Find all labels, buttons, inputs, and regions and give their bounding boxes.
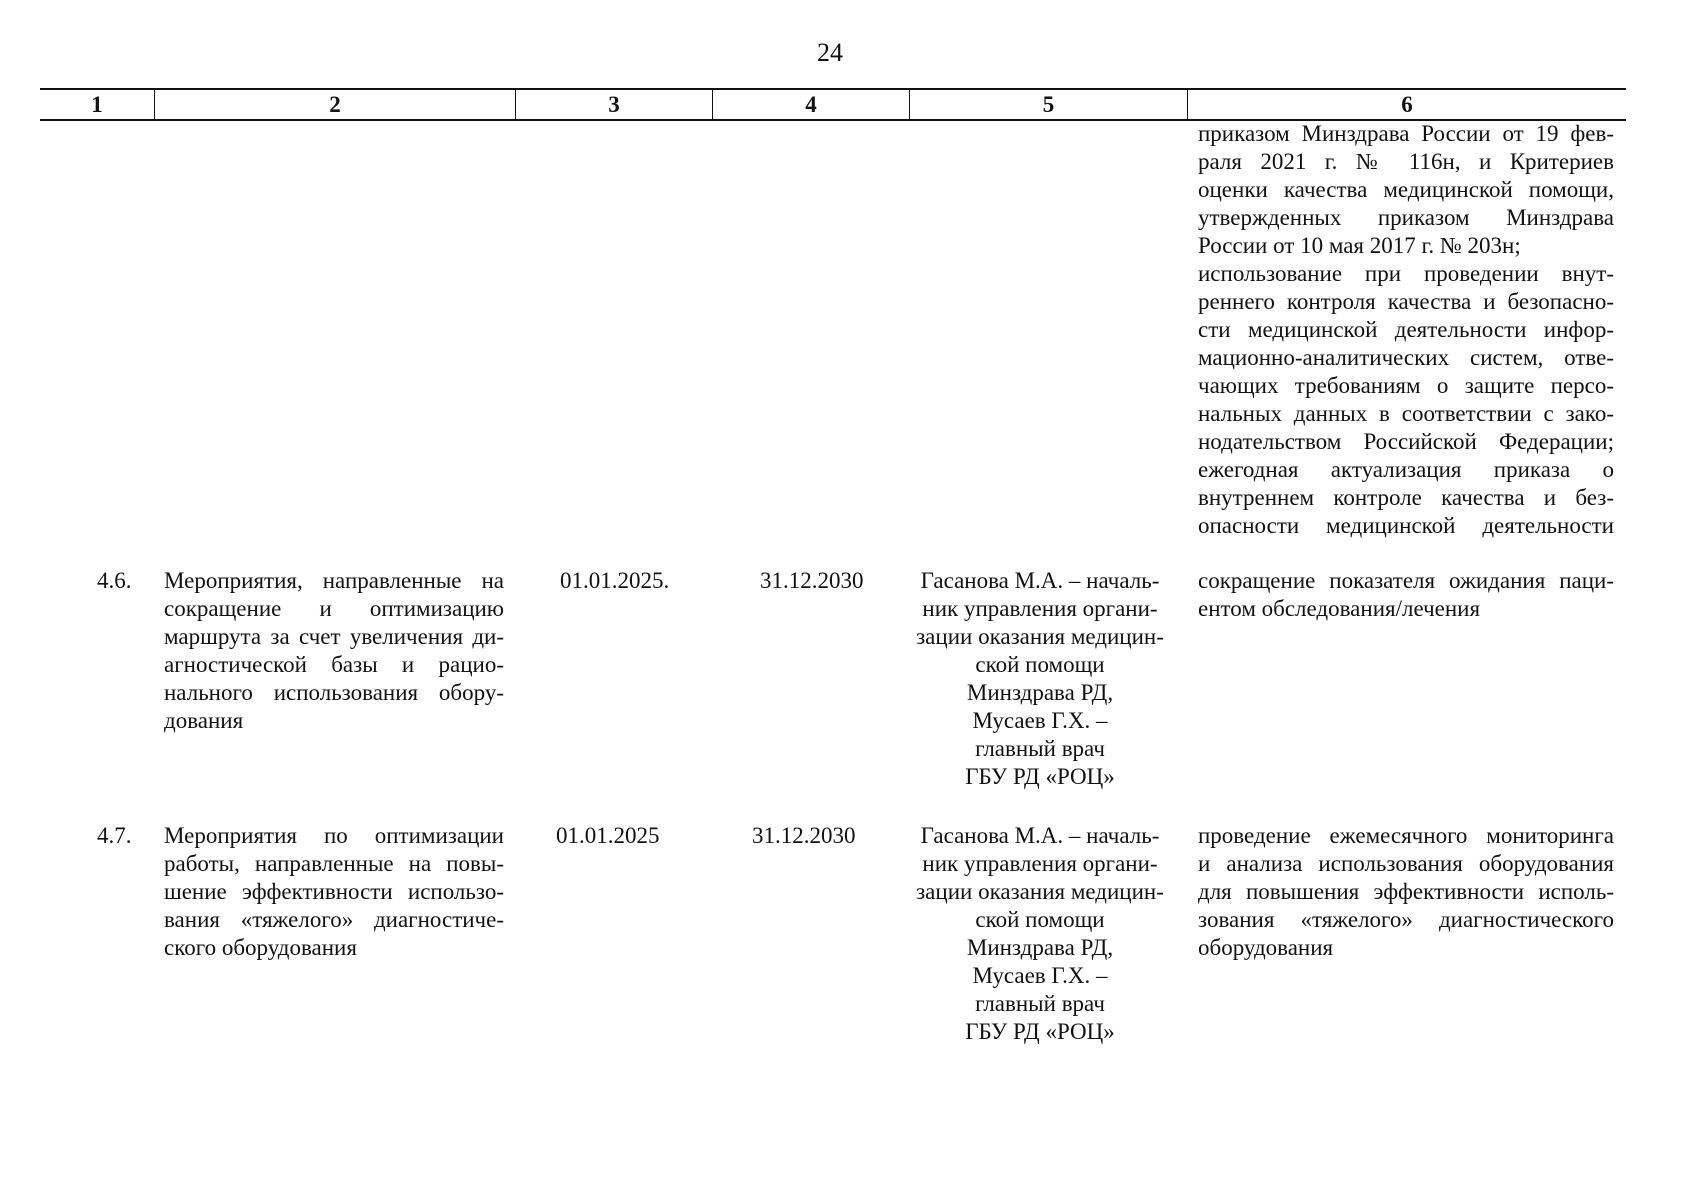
- continuation-line: раля 2021 г. № 116н, и Критериев: [1198, 149, 1614, 174]
- header-col-6: 6: [1401, 92, 1413, 117]
- continuation-line: оценки качества медицинской помощи,: [1198, 177, 1614, 202]
- responsible-line: Мусаев Г.Х. –: [972, 963, 1108, 988]
- continuation-result-text: [1198, 120, 1614, 540]
- result-line: и анализа использования оборудования: [1198, 851, 1614, 876]
- activity-text: [164, 822, 504, 962]
- continuation-line: нальных данных в соответствии с зако-: [1198, 401, 1614, 426]
- activity-line: нального использования обору-: [164, 680, 504, 705]
- responsible-line: ской помощи: [975, 907, 1105, 932]
- responsible-line: Гасанова М.А. – началь-: [920, 823, 1160, 848]
- result-line: для повышения эффективности исполь-: [1198, 879, 1614, 904]
- responsible-line: зации оказания медицин-: [916, 624, 1164, 649]
- activity-line: шение эффективности использо-: [164, 879, 504, 904]
- responsible-line: зации оказания медицин-: [916, 879, 1164, 904]
- header-col-2: 2: [155, 90, 516, 119]
- result-line: оборудования: [1198, 935, 1334, 960]
- row-number: 4.7.: [97, 823, 132, 848]
- page-number: 24: [817, 38, 843, 67]
- end-date: 31.12.2030: [760, 568, 864, 593]
- activity-line: работы, направленные на повы-: [164, 851, 504, 876]
- result-line: зования «тяжелого» диагностического: [1198, 907, 1614, 932]
- start-date: 01.01.2025: [556, 823, 660, 848]
- result-text: [1198, 822, 1614, 962]
- header-col-3: 3: [516, 90, 713, 119]
- result-text: [1198, 567, 1614, 623]
- header-col-1: 1: [40, 90, 155, 119]
- activity-line: Мероприятия по оптимизации: [164, 823, 504, 848]
- responsible-line: Мусаев Г.Х. –: [972, 708, 1108, 733]
- responsible-text: [906, 567, 1174, 791]
- responsible-line: главный врач: [975, 991, 1105, 1016]
- continuation-line: использование при проведении внут-: [1198, 261, 1614, 286]
- result-line: ентом обследования/лечения: [1198, 596, 1481, 621]
- activity-line: маршрута за счет увеличения ди-: [164, 624, 504, 649]
- continuation-line: опасности медицинской деятельности: [1198, 513, 1614, 538]
- continuation-line: реннего контроля качества и безопасно-: [1198, 289, 1614, 314]
- header-col-4: 4: [713, 90, 910, 119]
- activity-line: сокращение и оптимизацию: [164, 596, 504, 621]
- row-number: 4.6.: [97, 568, 132, 593]
- result-line: проведение ежемесячного мониторинга: [1198, 823, 1614, 848]
- end-date: 31.12.2030: [752, 823, 856, 848]
- responsible-text: [906, 822, 1174, 1046]
- responsible-line: главный врач: [975, 736, 1105, 761]
- responsible-line: Гасанова М.А. – началь-: [920, 568, 1160, 593]
- activity-text: [164, 567, 504, 735]
- responsible-line: ской помощи: [975, 652, 1105, 677]
- start-date: 01.01.2025.: [560, 568, 670, 593]
- result-line: сокращение показателя ожидания паци-: [1198, 568, 1614, 593]
- activity-line: ского оборудования: [164, 935, 357, 960]
- activity-line: Мероприятия, направленные на: [164, 568, 504, 593]
- activity-line: вания «тяжелого» диагностиче-: [164, 907, 504, 932]
- continuation-line: внутреннем контроле качества и без-: [1198, 485, 1614, 510]
- continuation-line: России от 10 мая 2017 г. № 203н;: [1198, 233, 1521, 258]
- responsible-line: ник управления органи-: [922, 596, 1158, 621]
- header-col-5: 5: [910, 90, 1188, 119]
- activity-line: дования: [164, 708, 244, 733]
- activity-line: агностической базы и рацио-: [164, 652, 504, 677]
- responsible-line: ГБУ РД «РОЦ»: [965, 1019, 1115, 1044]
- continuation-line: чающих требованиям о защите персо-: [1198, 373, 1614, 398]
- table-header: [40, 88, 1626, 121]
- continuation-line: нодательством Российской Федерации;: [1198, 429, 1614, 454]
- continuation-line: сти медицинской деятельности инфор-: [1198, 317, 1614, 342]
- continuation-line: ежегодная актуализация приказа о: [1198, 457, 1614, 482]
- responsible-line: ник управления органи-: [922, 851, 1158, 876]
- continuation-line: приказом Минздрава России от 19 фев-: [1198, 121, 1614, 146]
- continuation-line: мационно-аналитических систем, отве-: [1198, 345, 1614, 370]
- continuation-line: утвержденных приказом Минздрава: [1198, 205, 1614, 230]
- responsible-line: ГБУ РД «РОЦ»: [965, 764, 1115, 789]
- responsible-line: Минздрава РД,: [966, 680, 1114, 705]
- responsible-line: Минздрава РД,: [966, 935, 1114, 960]
